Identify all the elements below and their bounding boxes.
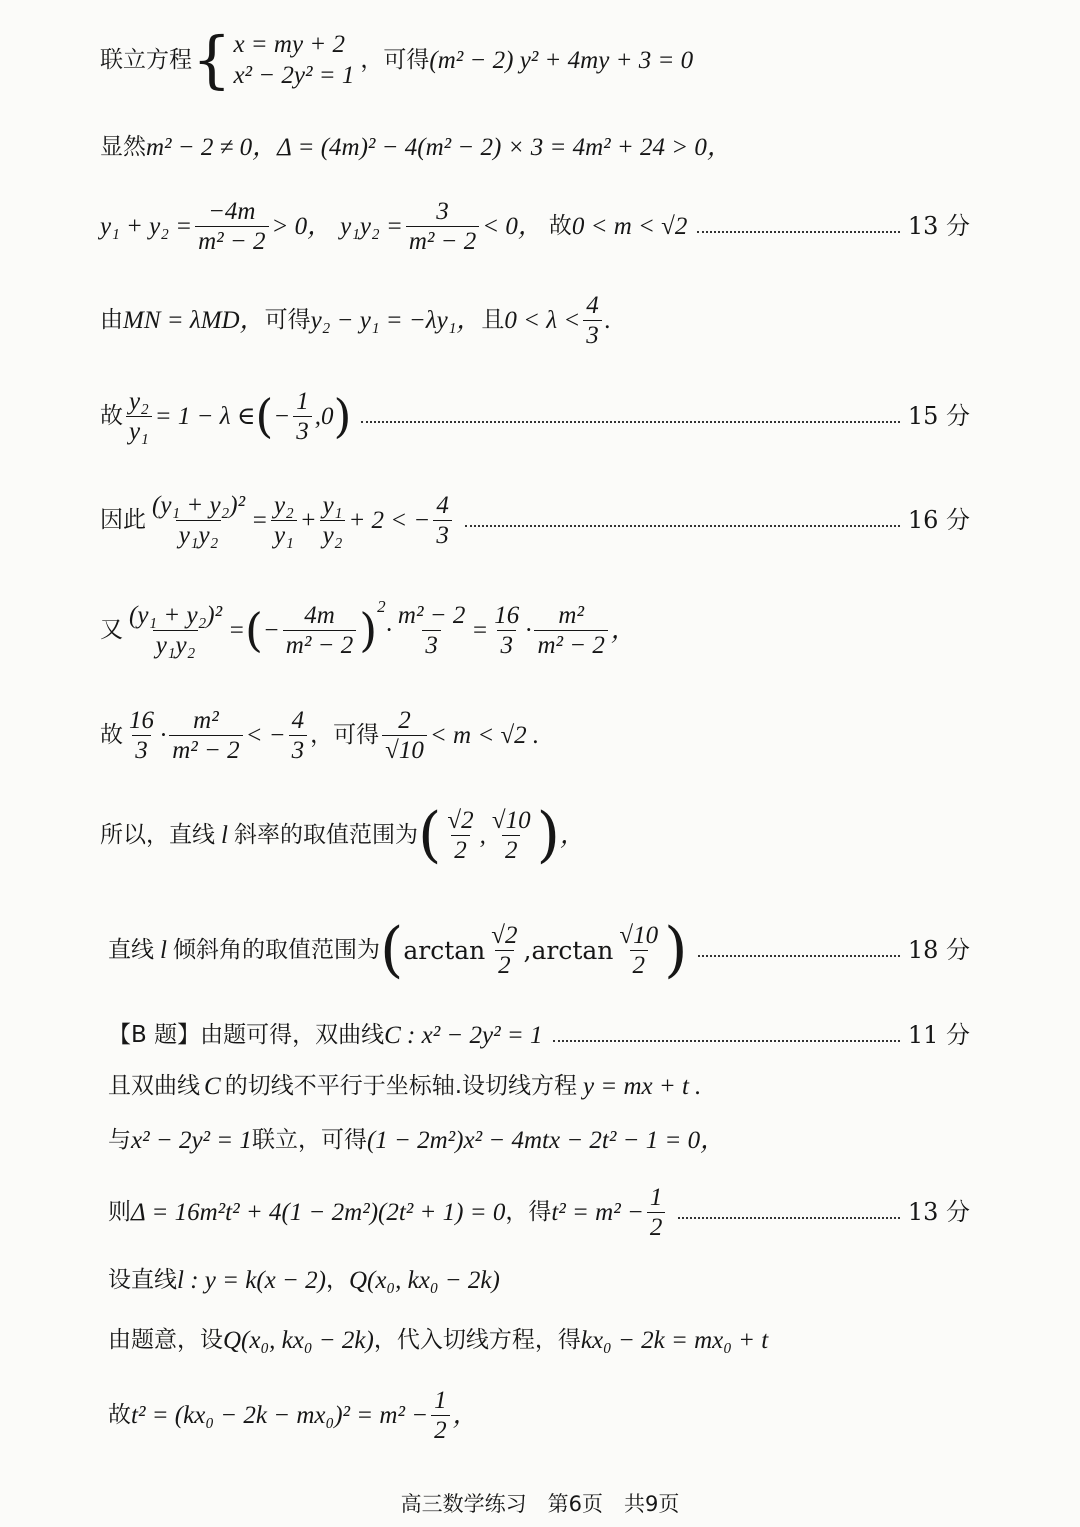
- fraction-m2-3: [395, 603, 468, 658]
- line-therefore-inequality: [100, 480, 970, 560]
- numerator: −4m: [208, 197, 256, 225]
- denominator: y₁y₂: [176, 520, 222, 548]
- score-label: 16 分: [907, 506, 970, 534]
- fraction-sum: [195, 199, 268, 254]
- line-tangent-condition: [108, 1180, 970, 1244]
- denominator: 2: [495, 950, 514, 978]
- numerator: 1: [649, 1183, 663, 1211]
- numerator: 1: [296, 387, 309, 415]
- fraction-four-thirds: [583, 293, 602, 348]
- formula-t-squared: t² = m² −: [551, 1198, 644, 1226]
- denominator: 2: [451, 835, 470, 863]
- fraction-main: [126, 603, 225, 658]
- denominator: m² − 2: [195, 226, 268, 254]
- sum-right: > 0，: [271, 212, 333, 240]
- fraction-m2-over: [534, 603, 607, 658]
- formula-hyperbola: C : x² − 2y² = 1: [384, 1021, 543, 1049]
- text-therefore: 故: [548, 212, 572, 239]
- denominator: m² − 2: [169, 735, 242, 763]
- text-prefix: 因此: [100, 506, 146, 533]
- denominator: 3: [583, 320, 602, 348]
- text-tail: ，: [560, 821, 586, 849]
- formula-tangent: y = mx + t: [583, 1072, 689, 1100]
- formula-quadratic: (m² − 2) y² + 4my + 3 = 0: [429, 46, 694, 74]
- text-mid: ，可得: [360, 46, 430, 73]
- line-vieta: [100, 190, 970, 262]
- numerator: 3: [436, 197, 449, 225]
- formula-m-range: 0 < m < √2: [571, 212, 688, 240]
- text-prefix: 由题意，设: [108, 1326, 223, 1353]
- numerator: y₁: [322, 491, 343, 519]
- numerator: 4: [586, 291, 599, 319]
- fraction-four-thirds: [433, 493, 452, 548]
- formula-ratio: = 1 − λ ∈: [154, 402, 256, 430]
- formula-point-q: Q(x₀, kx₀ − 2k): [348, 1266, 500, 1294]
- text-prefix: 则: [108, 1198, 131, 1225]
- fraction-sqrt10-2: [616, 923, 661, 978]
- text-prefix: 故: [108, 1401, 131, 1428]
- line-angle-range: [108, 905, 970, 995]
- product-right: < 0，: [482, 212, 543, 240]
- line-ratio-interval: [100, 380, 970, 452]
- numerator: m²: [193, 706, 219, 734]
- numerator: m² − 2: [397, 601, 466, 629]
- denominator: 2: [647, 1212, 666, 1240]
- text-mid: 斜率的取值范围为: [233, 821, 418, 848]
- fraction-y1-y2: [320, 493, 346, 548]
- less-than-neg: < −: [245, 721, 286, 749]
- numerator: m²: [558, 601, 584, 629]
- score-label: 13 分: [907, 212, 970, 240]
- interval-sign: −: [273, 402, 291, 430]
- fraction-y2-y1: [271, 493, 297, 548]
- text-prefix: 显然: [100, 133, 146, 160]
- line-t-squared-result: [108, 1380, 970, 1450]
- fraction-m2-over: [169, 708, 242, 763]
- formula-line-l: l : y = k(x − 2): [177, 1266, 326, 1294]
- interval-right: ,0: [314, 402, 334, 430]
- formula-t-squared: t² = (kx₀ − 2k − mx₀)² = m² −: [131, 1401, 429, 1429]
- sum-left: y₁ + y₂ =: [100, 212, 193, 240]
- denominator: 3: [433, 520, 452, 548]
- numerator: 16: [129, 706, 154, 734]
- text-mid: ，得: [505, 1198, 552, 1225]
- numerator: 2: [398, 706, 411, 734]
- equation-system: [192, 23, 355, 96]
- text-and: 且: [481, 306, 505, 333]
- formula-tail: + 2 < −: [348, 506, 431, 534]
- score-label: 15 分: [907, 402, 970, 430]
- text-mid: 倾斜角的取值范围为: [172, 936, 380, 963]
- fraction-sqrt2-2: [488, 923, 520, 978]
- text-tail: .: [604, 306, 611, 334]
- text-prefix: 设直线: [108, 1266, 177, 1293]
- formula-tail: < m < √2 .: [429, 721, 540, 749]
- dot-leader: [553, 1040, 900, 1042]
- text-mid: 可得: [264, 306, 311, 333]
- dot-leader: [465, 525, 900, 527]
- denominator: 3: [132, 735, 151, 763]
- text-prefix: 由: [100, 306, 123, 333]
- fraction-sqrt10-2: [489, 808, 534, 863]
- variable-l: l: [221, 821, 228, 849]
- denominator: 2: [630, 950, 649, 978]
- line-substitute-q: [108, 1320, 970, 1360]
- text-mid: 联立，可得: [251, 1126, 367, 1153]
- denominator: y₁y₂: [153, 630, 199, 658]
- text-prefix: 【B 题】由题可得，双曲线: [108, 1021, 385, 1048]
- equals-sign: =: [228, 616, 245, 644]
- plus-sign: +: [299, 506, 317, 534]
- text-prefix: 又: [100, 616, 123, 643]
- denominator: 2: [502, 835, 521, 863]
- formula-y-relation: y₂ − y₁ = −λy₁，: [310, 306, 482, 334]
- denominator: 2: [431, 1415, 450, 1443]
- denominator: m² − 2: [283, 630, 356, 658]
- text-prefix: 联立方程: [100, 46, 192, 73]
- dot-leader: [698, 955, 900, 957]
- text-prefix: 且双曲线: [108, 1072, 200, 1099]
- dot-leader: [361, 421, 899, 423]
- text-tail: ，: [700, 1126, 726, 1154]
- right-paren-symbol: ): [359, 603, 378, 657]
- arctan-label-2: ,arctan: [523, 935, 614, 965]
- dot-leader: [678, 1217, 899, 1219]
- right-paren-symbol: ): [536, 800, 561, 870]
- equals-sign: =: [251, 506, 268, 534]
- formula-vector: MN = λMD，: [123, 306, 265, 334]
- text-mid: ，可得: [310, 721, 380, 748]
- numerator: 4m: [304, 601, 335, 629]
- inner-sign: −: [262, 616, 280, 644]
- numerator: 4: [436, 491, 449, 519]
- numerator: 1: [434, 1386, 447, 1414]
- dot-leader: [697, 231, 899, 233]
- denominator: 3: [289, 735, 308, 763]
- line-set-line-l: [108, 1260, 970, 1300]
- fraction-one-third: [293, 389, 312, 444]
- line-vector-relation: [100, 285, 970, 355]
- line-discriminant: [100, 125, 970, 169]
- denominator: y₁: [126, 416, 152, 444]
- fraction-inner: [283, 603, 356, 658]
- fraction-main: [149, 493, 248, 548]
- formula-combined: (1 − 2m²)x² − 4mtx − 2t² − 1 = 0: [366, 1126, 701, 1154]
- variable-l: l: [160, 936, 167, 964]
- fraction-half: [647, 1185, 666, 1240]
- denominator: 3: [497, 630, 516, 658]
- system-equation-1: x = my + 2: [233, 31, 345, 58]
- left-paren-symbol: (: [379, 915, 404, 985]
- score-label: 11 分: [907, 1021, 970, 1049]
- text-mid: ，代入切线方程，得: [373, 1326, 581, 1353]
- dot-operator: ·: [160, 721, 167, 749]
- line-part-b-hyperbola: [108, 1015, 970, 1055]
- right-paren-symbol: ): [664, 915, 688, 985]
- score-label: 13 分: [907, 1198, 970, 1226]
- denominator: m² − 2: [534, 630, 607, 658]
- fraction-half: [431, 1388, 450, 1443]
- left-paren-symbol: (: [255, 389, 274, 443]
- formula-delta-zero: Δ = 16m²t² + 4(1 − 2m²)(2t² + 1) = 0: [131, 1198, 506, 1226]
- denominator: y₂: [320, 520, 346, 548]
- fraction-product: [406, 199, 479, 254]
- denominator: y₁: [271, 520, 297, 548]
- variable-c: C: [204, 1072, 221, 1100]
- formula-hyperbola: x² − 2y² = 1: [131, 1126, 252, 1154]
- numerator: (y₁ + y₂)²: [152, 491, 246, 519]
- left-brace-symbol: {: [192, 23, 232, 96]
- text-tail: ，: [610, 616, 636, 644]
- text-tail: .: [694, 1072, 702, 1100]
- equals-sign-2: =: [471, 616, 489, 644]
- formula-lambda-range: 0 < λ <: [504, 306, 581, 334]
- numerator: √2: [491, 921, 518, 949]
- page-footer: 高三数学练习 第6页 共9页: [400, 1492, 680, 1516]
- line-slope-range: [100, 790, 970, 880]
- line-combine-equations: [108, 1120, 970, 1160]
- denominator: 3: [293, 416, 312, 444]
- numerator: 16: [494, 601, 520, 629]
- fraction-16-3: [126, 708, 157, 763]
- numerator: y₂: [273, 491, 294, 519]
- formula-discriminant: m² − 2 ≠ 0，Δ = (4m)² − 4(m² − 2) × 3 = 4m² + 24 > 0，: [146, 133, 732, 161]
- right-paren-symbol: ): [333, 389, 352, 443]
- line-simultaneous-equations: [100, 20, 970, 100]
- line-m-solution: [100, 695, 970, 775]
- left-paren-symbol: (: [417, 800, 442, 870]
- power-exponent: 2: [377, 597, 386, 616]
- numerator: (y₁ + y₂)²: [129, 601, 223, 629]
- line-also-expression: [100, 590, 970, 670]
- arctan-label: arctan: [403, 935, 486, 965]
- line-tangent-assumption: [108, 1066, 970, 1106]
- numerator: 4: [291, 706, 305, 734]
- score-label: 18 分: [907, 936, 970, 964]
- fraction-16-3: [491, 603, 522, 658]
- text-prefix: 与: [108, 1126, 131, 1153]
- fraction-four-thirds: [289, 708, 308, 763]
- text-prefix: 直线: [108, 936, 154, 963]
- numerator: y₂: [129, 387, 149, 415]
- numerator: √2: [447, 806, 474, 834]
- numerator: √10: [491, 806, 531, 834]
- text-mid: ，: [325, 1266, 349, 1293]
- fraction-2-sqrt10: [382, 708, 427, 763]
- text-prefix: 故: [100, 402, 123, 429]
- formula-point-q: Q(x₀, kx₀ − 2k): [223, 1326, 374, 1354]
- text-mid: 的切线不平行于坐标轴.设切线方程: [224, 1072, 577, 1099]
- text-tail: ，: [452, 1401, 478, 1429]
- left-paren-symbol: (: [244, 603, 263, 657]
- comma: ,: [479, 821, 486, 849]
- denominator: 3: [422, 630, 441, 658]
- text-prefix: 故: [100, 721, 123, 748]
- dot-operator: ·: [385, 616, 392, 644]
- fraction-ratio: [126, 389, 152, 444]
- dot-operator-2: ·: [525, 616, 532, 644]
- formula-substitution: kx₀ − 2k = mx₀ + t: [580, 1326, 769, 1354]
- fraction-sqrt2-2: [444, 808, 476, 863]
- denominator: √10: [382, 735, 427, 763]
- denominator: m² − 2: [406, 226, 479, 254]
- system-equation-2: x² − 2y² = 1: [233, 62, 355, 89]
- numerator: √10: [619, 921, 659, 949]
- text-prefix: 所以，直线: [100, 821, 215, 848]
- product-left: y₁y₂ =: [340, 212, 403, 240]
